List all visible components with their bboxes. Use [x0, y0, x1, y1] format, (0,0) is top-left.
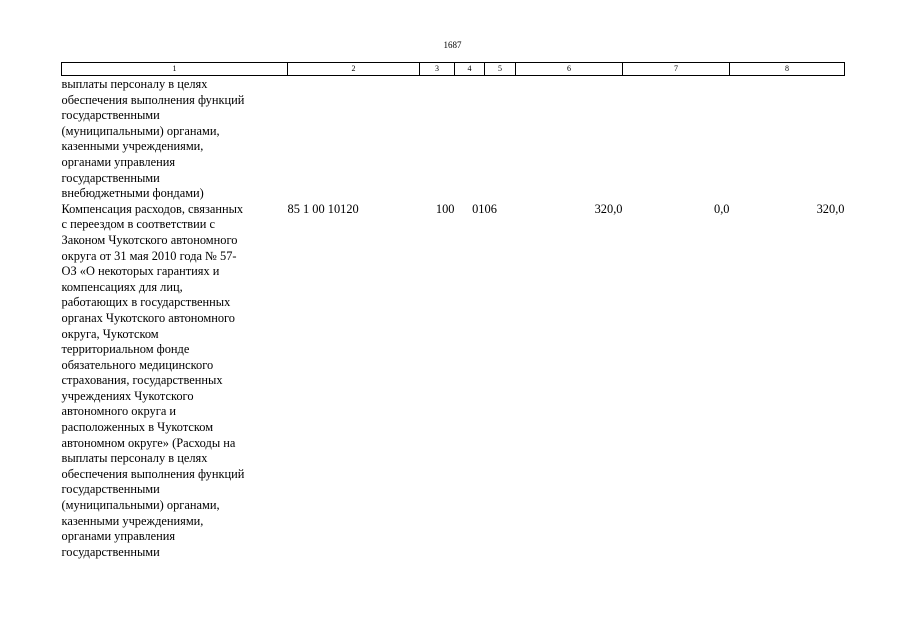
item-name-line: округа от 31 мая 2010 года № 57-: [61, 248, 237, 263]
item-name-line: органах Чукотского автономного: [61, 310, 235, 325]
item-name-line: внебюджетными фондами): [61, 186, 204, 201]
item-name-line: (муниципальными) органами,: [61, 123, 220, 138]
item-name-line: страхования, государственных: [61, 373, 223, 388]
item-name-cell: [62, 76, 288, 202]
item-name-line: работающих в государственных: [61, 295, 231, 310]
expense-type-cell: [420, 76, 455, 202]
item-name-cell: [62, 202, 288, 561]
amount-cell: 0,0: [714, 201, 730, 216]
item-name-line: государственными: [61, 482, 160, 497]
item-name-line: государственными: [61, 170, 160, 185]
section-cell: 01: [472, 201, 485, 216]
amount-cell: 320,0: [816, 201, 845, 216]
item-name-line: Компенсация расходов, связанных: [61, 201, 244, 216]
target-code-cell: 85 1 00 10120: [287, 201, 359, 216]
item-name-line: расположенных в Чукотском: [61, 420, 214, 435]
amount-cell: [623, 76, 730, 202]
item-name-line: казенными учреждениями,: [61, 513, 204, 528]
item-name-line: обязательного медицинского: [61, 357, 214, 372]
page-number: 1687: [443, 40, 462, 50]
section-cell: [455, 76, 485, 202]
target-code-cell: [288, 76, 420, 202]
item-name-line: (муниципальными) органами,: [61, 498, 220, 513]
subsection-cell: [485, 76, 516, 202]
amount-cell: [516, 76, 623, 202]
column-header-8: 8: [730, 63, 845, 76]
item-name-line: обеспечения выполнения функций: [61, 92, 245, 107]
item-name-line: компенсациях для лиц,: [61, 279, 183, 294]
column-header-3: 3: [420, 63, 455, 76]
item-name-line: государственными: [61, 544, 160, 559]
item-name-line: государственными: [61, 108, 160, 123]
column-number-header-row: [62, 63, 845, 76]
column-header-7: 7: [623, 63, 730, 76]
subsection-cell: 06: [484, 201, 497, 216]
item-name-line: с переездом в соответствии с: [61, 217, 216, 232]
expense-type-cell: 100: [435, 201, 455, 216]
item-name-line: казенными учреждениями,: [61, 139, 204, 154]
item-name-line: выплаты персоналу в целях: [61, 77, 208, 91]
item-name-line: обеспечения выполнения функций: [61, 466, 245, 481]
item-name-line: автономном округе» (Расходы на: [61, 435, 236, 450]
item-name-line: округа, Чукотском: [61, 326, 159, 341]
amount-cell: 320,0: [594, 201, 623, 216]
item-name-line: ОЗ «О некоторых гарантиях и: [61, 264, 220, 279]
column-header-1: 1: [62, 63, 288, 76]
item-name-line: органами управления: [61, 154, 176, 169]
table-row: [62, 202, 845, 561]
column-header-2: 2: [288, 63, 420, 76]
column-header-4: 4: [455, 63, 485, 76]
table-row: [62, 76, 845, 202]
item-name-line: Законом Чукотского автономного: [61, 232, 238, 247]
item-name-line: территориальном фонде: [61, 342, 190, 357]
item-name-line: учреждениях Чукотского: [61, 388, 194, 403]
amount-cell: [730, 76, 845, 202]
item-name-line: автономного округа и: [61, 404, 177, 419]
item-name-line: выплаты персоналу в целях: [61, 451, 208, 466]
column-header-5: 5: [485, 63, 516, 76]
budget-table: [61, 62, 845, 560]
column-header-6: 6: [516, 63, 623, 76]
item-name-line: органами управления: [61, 529, 176, 544]
